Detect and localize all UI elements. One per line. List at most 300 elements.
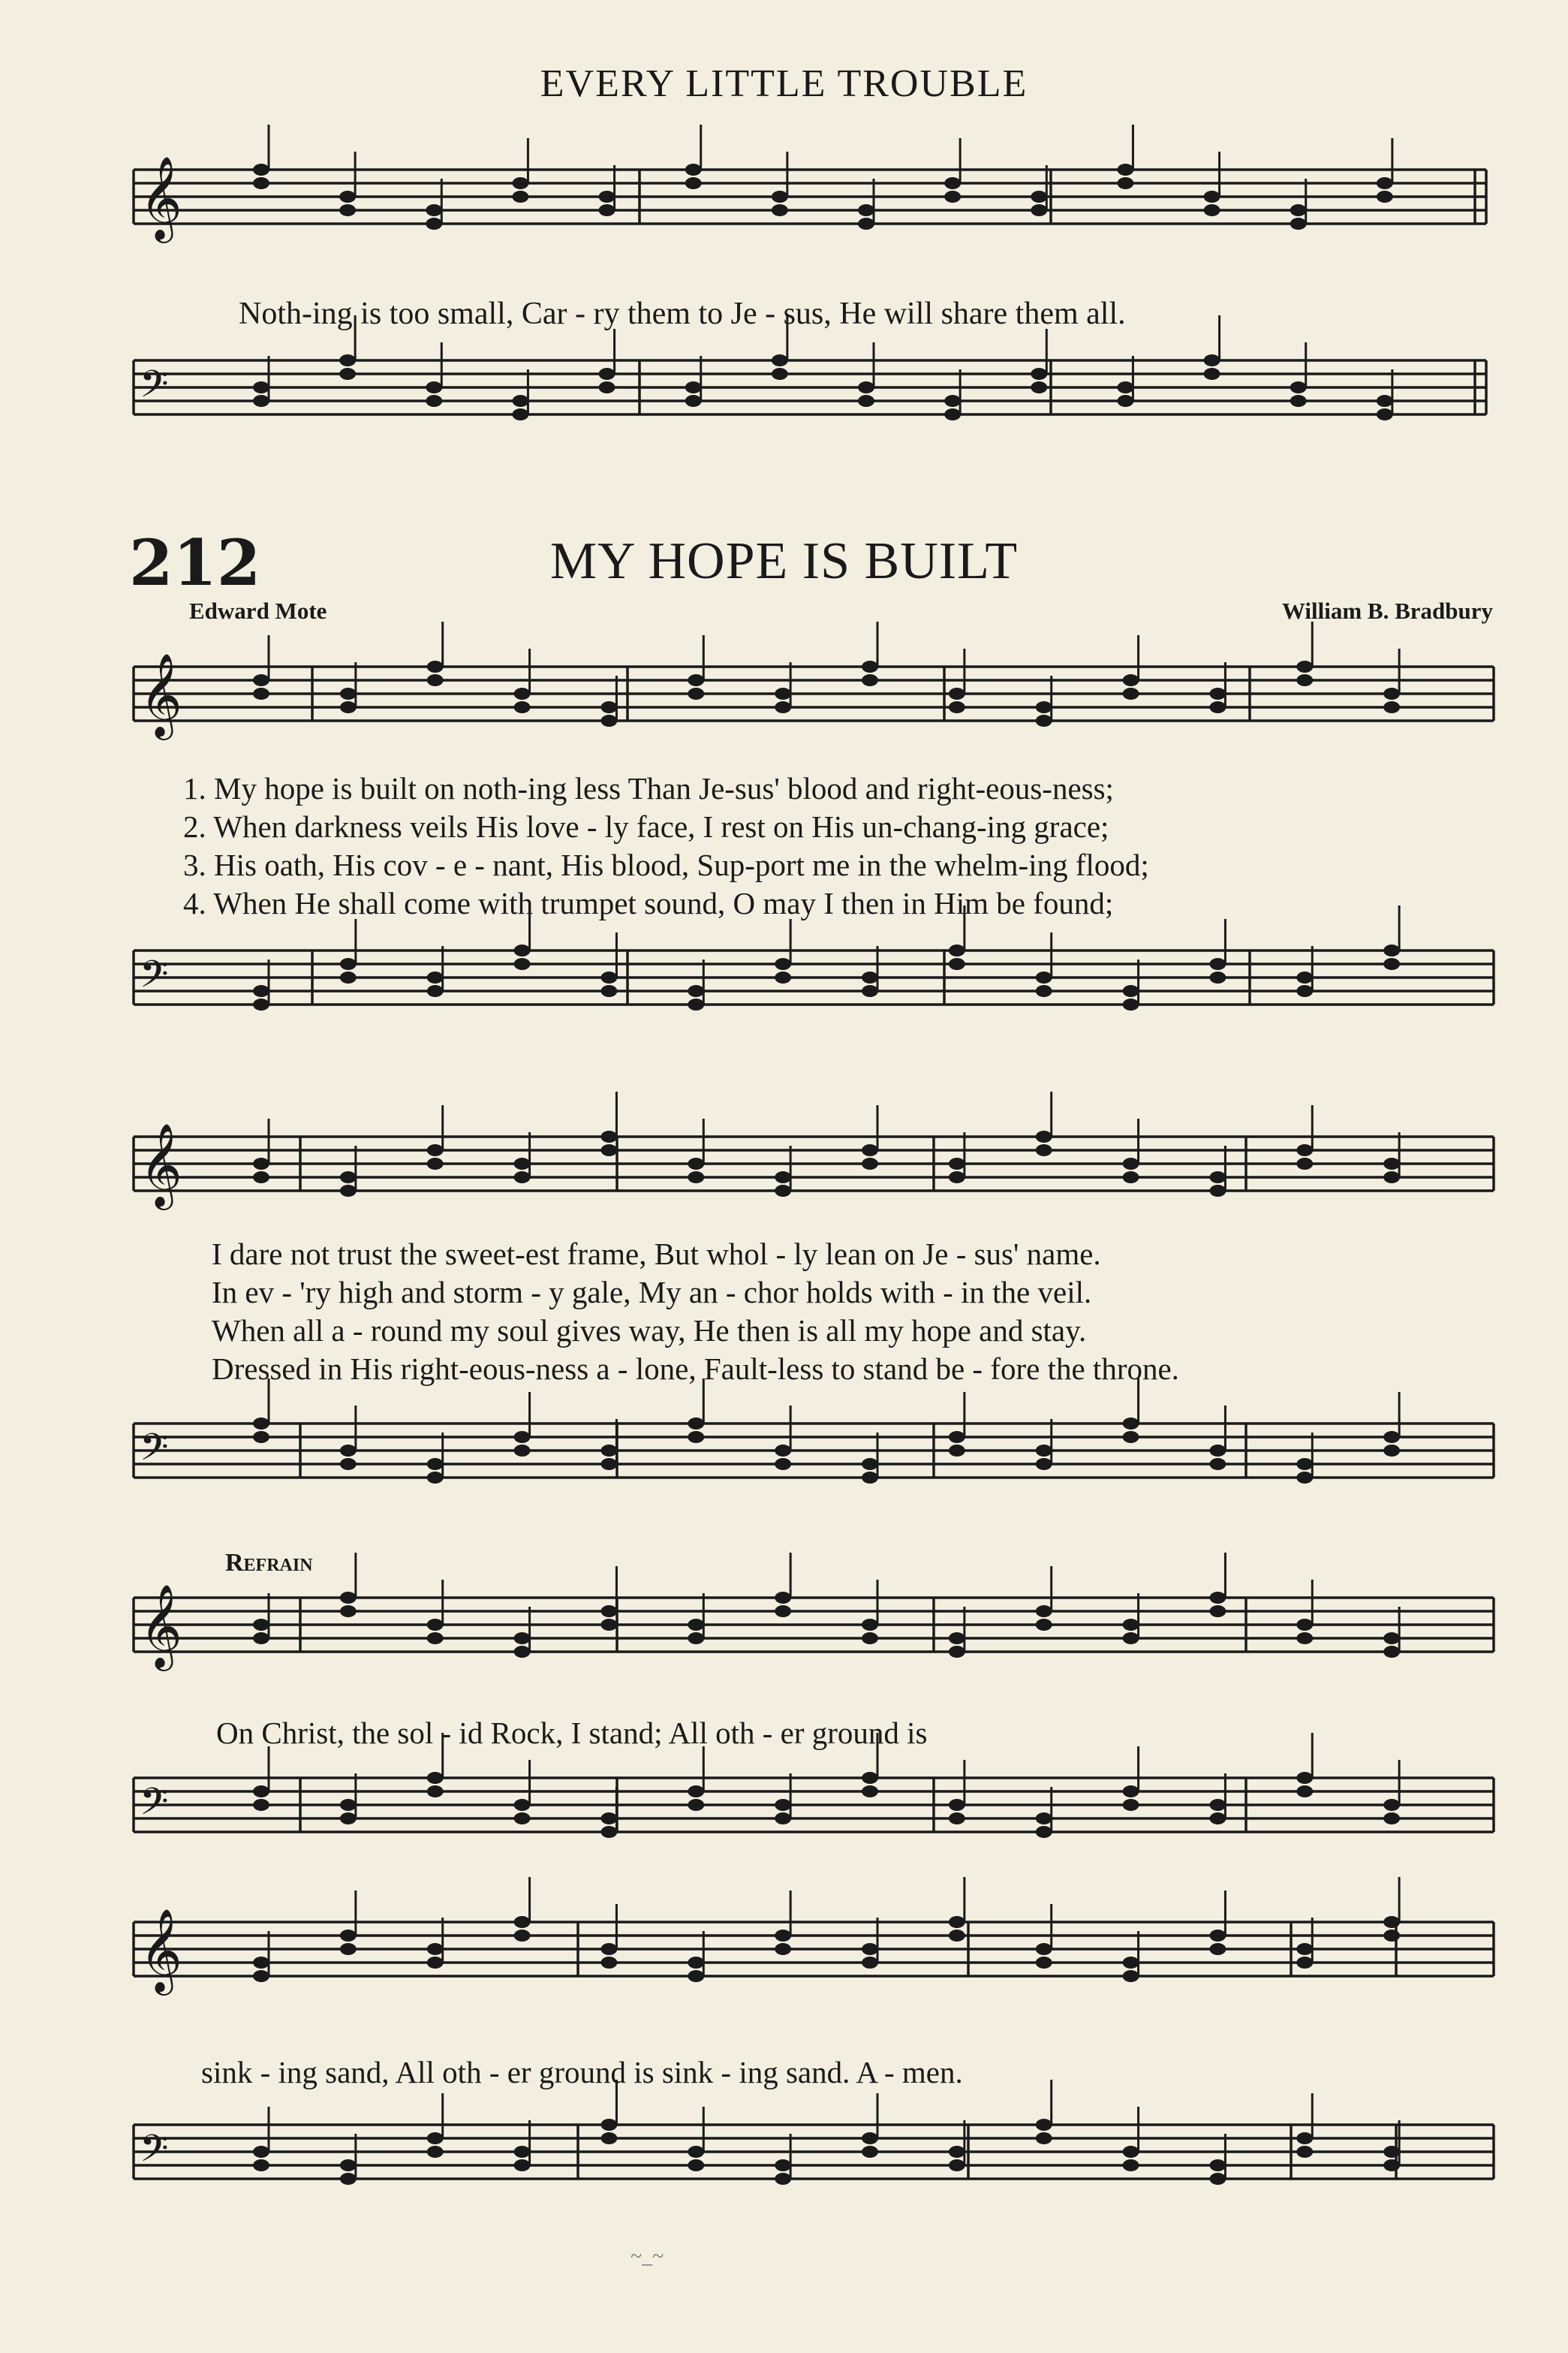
notehead xyxy=(514,1632,531,1644)
notehead xyxy=(1204,191,1220,203)
notehead xyxy=(253,177,269,189)
notehead xyxy=(1036,1458,1052,1470)
notehead xyxy=(949,1812,965,1824)
notehead xyxy=(775,1943,791,1955)
notehead xyxy=(772,191,788,203)
notehead xyxy=(1123,999,1139,1011)
notehead xyxy=(862,985,878,997)
notehead xyxy=(600,1957,617,1969)
page-footer-mark: ~_~ xyxy=(631,2245,664,2268)
verse-line-5: I dare not trust the sweet-est frame, But whol - ly lean on Je - sus' name. xyxy=(212,1237,1101,1271)
music-credit: William B. Bradbury xyxy=(1281,598,1493,624)
notehead xyxy=(426,204,442,216)
notehead xyxy=(775,1812,791,1824)
notehead xyxy=(1031,381,1047,393)
notehead xyxy=(862,1458,878,1470)
notehead xyxy=(340,1799,357,1811)
notehead xyxy=(514,958,531,970)
notehead xyxy=(1031,204,1047,216)
notehead xyxy=(688,2146,704,2158)
notehead xyxy=(1204,368,1220,380)
notehead xyxy=(514,1445,531,1457)
bass-clef-icon: 𝄢 xyxy=(140,2127,169,2180)
notehead xyxy=(772,354,788,366)
notehead xyxy=(1123,985,1139,997)
notehead xyxy=(775,972,791,984)
notehead xyxy=(512,191,528,203)
notehead xyxy=(1031,191,1047,203)
notehead xyxy=(253,1431,269,1443)
notehead xyxy=(1383,1916,1400,1928)
notehead xyxy=(949,1646,965,1658)
notehead xyxy=(1209,1592,1226,1604)
notehead xyxy=(600,985,617,997)
notehead xyxy=(1209,701,1226,713)
notehead xyxy=(427,1144,444,1156)
notehead xyxy=(514,1812,531,1824)
notehead xyxy=(1383,1646,1400,1658)
notehead xyxy=(1209,958,1226,970)
notehead xyxy=(1296,1144,1313,1156)
treble-clef-icon: 𝄞 xyxy=(140,652,182,737)
notehead xyxy=(339,204,356,216)
notehead xyxy=(1117,395,1133,407)
notehead xyxy=(514,2159,531,2171)
notehead xyxy=(340,1812,357,1824)
notehead xyxy=(1383,1431,1400,1443)
notehead xyxy=(514,1799,531,1811)
notehead xyxy=(253,1799,269,1811)
notehead xyxy=(862,2132,878,2144)
notehead xyxy=(427,1957,444,1969)
notehead xyxy=(772,204,788,216)
notehead xyxy=(858,381,874,393)
notehead xyxy=(688,1418,704,1430)
notehead xyxy=(1204,354,1220,366)
notehead xyxy=(600,1619,617,1631)
notehead xyxy=(1031,368,1047,380)
notehead xyxy=(600,701,617,713)
notehead xyxy=(340,958,357,970)
notehead xyxy=(688,1632,704,1644)
notehead xyxy=(685,164,702,176)
notehead xyxy=(340,1458,357,1470)
notehead xyxy=(1036,985,1052,997)
notehead xyxy=(1123,2159,1139,2171)
notehead xyxy=(600,972,617,984)
notehead xyxy=(1209,1171,1226,1183)
notehead xyxy=(514,1916,531,1928)
notehead xyxy=(1036,1957,1052,1969)
notehead xyxy=(514,1158,531,1170)
notehead xyxy=(340,1930,357,1942)
notehead xyxy=(688,674,704,686)
notehead xyxy=(427,2146,444,2158)
notehead xyxy=(949,1930,965,1942)
notehead xyxy=(1123,1632,1139,1644)
notehead xyxy=(1123,674,1139,686)
notehead xyxy=(1290,395,1307,407)
notehead xyxy=(1036,1619,1052,1631)
notehead xyxy=(1290,204,1307,216)
notehead xyxy=(862,674,878,686)
notehead xyxy=(949,1445,965,1457)
notehead xyxy=(688,1158,704,1170)
notehead xyxy=(1117,381,1133,393)
notehead xyxy=(1383,688,1400,700)
words-credit: Edward Mote xyxy=(189,598,327,624)
notehead xyxy=(688,1619,704,1631)
previous-hymn-lyric: Noth-ing is too small, Car - ry them to Je - sus, He will share them all. xyxy=(239,297,1126,331)
notehead xyxy=(1296,1785,1313,1797)
notehead xyxy=(949,1158,965,1170)
notehead xyxy=(775,1605,791,1617)
notehead xyxy=(1383,1171,1400,1183)
notehead xyxy=(512,395,528,407)
notehead xyxy=(253,1632,269,1644)
notehead xyxy=(600,1144,617,1156)
notehead xyxy=(775,1185,791,1197)
notehead xyxy=(514,1431,531,1443)
notehead xyxy=(775,1171,791,1183)
notehead xyxy=(862,1785,878,1797)
notehead xyxy=(599,204,615,216)
verse-line-7: When all a - round my soul gives way, He then is all my hope and stay. xyxy=(212,1313,1087,1348)
notehead xyxy=(949,2159,965,2171)
notehead xyxy=(512,408,528,420)
notehead xyxy=(1123,1619,1139,1631)
notehead xyxy=(514,945,531,957)
notehead xyxy=(949,701,965,713)
notehead xyxy=(949,1632,965,1644)
notehead xyxy=(339,191,356,203)
notehead xyxy=(514,2146,531,2158)
notehead xyxy=(253,674,269,686)
treble-clef-icon: 𝄞 xyxy=(140,155,182,240)
notehead xyxy=(949,688,965,700)
notehead xyxy=(1117,177,1133,189)
notehead xyxy=(599,191,615,203)
notehead xyxy=(427,2132,444,2144)
notehead xyxy=(600,1458,617,1470)
notehead xyxy=(862,1772,878,1784)
notehead xyxy=(862,1619,878,1631)
notehead xyxy=(427,985,444,997)
notehead xyxy=(949,1799,965,1811)
bass-clef-icon: 𝄢 xyxy=(140,363,169,415)
notehead xyxy=(514,701,531,713)
notehead xyxy=(1209,2173,1226,2185)
notehead xyxy=(949,945,965,957)
notehead xyxy=(512,177,528,189)
notehead xyxy=(1296,661,1313,673)
notehead xyxy=(599,368,615,380)
notehead xyxy=(688,999,704,1011)
notehead xyxy=(862,1144,878,1156)
treble-clef-icon: 𝄞 xyxy=(140,1908,182,1992)
notehead xyxy=(858,218,874,230)
notehead xyxy=(944,408,961,420)
notehead xyxy=(1296,1632,1313,1644)
notehead xyxy=(1383,701,1400,713)
notehead xyxy=(1123,1799,1139,1811)
notehead xyxy=(688,1970,704,1982)
notehead xyxy=(427,661,444,673)
verse-line-3: 3. His oath, His cov - e - nant, His blood, Sup-port me in the whelm-ing flood; xyxy=(183,848,1149,882)
notehead xyxy=(862,1158,878,1170)
refrain-line-1: On Christ, the sol - id Rock, I stand; All oth - er ground is xyxy=(216,1716,928,1750)
notehead xyxy=(1209,1943,1226,1955)
notehead xyxy=(775,688,791,700)
notehead xyxy=(1209,1799,1226,1811)
notehead xyxy=(1377,395,1393,407)
notehead xyxy=(1123,1171,1139,1183)
notehead xyxy=(688,1799,704,1811)
notehead xyxy=(253,2146,269,2158)
notehead xyxy=(1296,985,1313,997)
notehead xyxy=(1377,191,1393,203)
notehead xyxy=(1036,1445,1052,1457)
notehead xyxy=(1036,1943,1052,1955)
notehead xyxy=(858,204,874,216)
refrain-label: Refrain xyxy=(225,1549,313,1577)
notehead xyxy=(1290,218,1307,230)
notehead xyxy=(340,1171,357,1183)
notehead xyxy=(688,688,704,700)
notehead xyxy=(340,688,357,700)
notehead xyxy=(427,1632,444,1644)
notehead xyxy=(340,1445,357,1457)
notehead xyxy=(1209,1445,1226,1457)
notehead xyxy=(1383,1812,1400,1824)
notehead xyxy=(340,972,357,984)
notehead xyxy=(600,2132,617,2144)
notehead xyxy=(775,2159,791,2171)
notehead xyxy=(339,354,356,366)
notehead xyxy=(1296,1772,1313,1784)
notehead xyxy=(1036,1131,1052,1143)
notehead xyxy=(949,958,965,970)
notehead xyxy=(862,1472,878,1484)
refrain-line-2: sink - ing sand, All oth - er ground is sink - ing sand. A - men. xyxy=(201,2055,963,2089)
notehead xyxy=(253,688,269,700)
notehead xyxy=(253,1418,269,1430)
notehead xyxy=(862,1632,878,1644)
verse-line-4: 4. When He shall come with trumpet sound, O may I then in Him be found; xyxy=(183,886,1114,920)
notehead xyxy=(775,958,791,970)
notehead xyxy=(600,1826,617,1838)
notehead xyxy=(862,1957,878,1969)
notehead xyxy=(1296,674,1313,686)
notehead xyxy=(427,1772,444,1784)
notehead xyxy=(1377,177,1393,189)
notehead xyxy=(1383,945,1400,957)
notehead xyxy=(944,395,961,407)
notehead xyxy=(775,2173,791,2185)
clefs xyxy=(140,155,182,2180)
notehead xyxy=(426,395,442,407)
notehead xyxy=(949,1916,965,1928)
notehead xyxy=(858,395,874,407)
notehead xyxy=(339,368,356,380)
notehead xyxy=(1383,1632,1400,1644)
notehead xyxy=(688,985,704,997)
notehead xyxy=(253,1171,269,1183)
notehead xyxy=(427,972,444,984)
notehead xyxy=(253,985,269,997)
treble-clef-icon: 𝄞 xyxy=(140,1583,182,1668)
bass-clef-icon: 𝄢 xyxy=(140,953,169,1005)
notehead xyxy=(600,1943,617,1955)
notehead xyxy=(1036,972,1052,984)
notehead xyxy=(1296,1943,1313,1955)
notehead xyxy=(862,1943,878,1955)
notehead xyxy=(253,1158,269,1170)
notehead xyxy=(600,1812,617,1824)
noteheads xyxy=(253,125,1400,2185)
notehead xyxy=(427,1785,444,1797)
notehead xyxy=(1209,2159,1226,2171)
notehead xyxy=(426,381,442,393)
bass-clef-icon: 𝄢 xyxy=(140,1426,169,1478)
notehead xyxy=(1383,2146,1400,2158)
notehead xyxy=(514,1171,531,1183)
notehead xyxy=(1036,1144,1052,1156)
notehead xyxy=(340,701,357,713)
notehead xyxy=(1123,1418,1139,1430)
notehead xyxy=(1383,1158,1400,1170)
notehead xyxy=(1296,1158,1313,1170)
notehead xyxy=(1204,204,1220,216)
notehead xyxy=(949,1171,965,1183)
hymn-number: 212 xyxy=(129,526,261,600)
notehead xyxy=(862,972,878,984)
notehead xyxy=(340,1185,357,1197)
notehead xyxy=(688,1171,704,1183)
notehead xyxy=(772,368,788,380)
notehead xyxy=(253,1785,269,1797)
notehead xyxy=(1123,2146,1139,2158)
notehead xyxy=(949,1431,965,1443)
notehead xyxy=(1296,1957,1313,1969)
notehead xyxy=(427,1458,444,1470)
notehead xyxy=(253,381,269,393)
notehead xyxy=(775,701,791,713)
treble-clef-icon: 𝄞 xyxy=(140,1122,182,1207)
notehead xyxy=(340,2159,357,2171)
hymn-title: MY HOPE IS BUILT xyxy=(549,532,1019,590)
notehead xyxy=(775,1930,791,1942)
notehead xyxy=(1209,972,1226,984)
notehead xyxy=(253,164,269,176)
notehead xyxy=(944,177,961,189)
notehead xyxy=(514,1646,531,1658)
notehead xyxy=(1377,408,1393,420)
notehead xyxy=(340,2173,357,2185)
notehead xyxy=(1296,1458,1313,1470)
notehead xyxy=(1296,2146,1313,2158)
notehead xyxy=(1383,1930,1400,1942)
notehead xyxy=(340,1592,357,1604)
notehead xyxy=(1036,2119,1052,2131)
notehead xyxy=(1290,381,1307,393)
notehead xyxy=(1036,1605,1052,1617)
verse-line-6: In ev - 'ry high and storm - y gale, My an - chor holds with - in the veil. xyxy=(212,1275,1092,1309)
notehead xyxy=(253,1970,269,1982)
notehead xyxy=(1383,958,1400,970)
notehead xyxy=(253,1619,269,1631)
notehead xyxy=(1296,1472,1313,1484)
notehead xyxy=(775,1445,791,1457)
notehead xyxy=(1209,1185,1226,1197)
notehead xyxy=(340,1943,357,1955)
notehead xyxy=(1383,2159,1400,2171)
notehead xyxy=(1123,1957,1139,1969)
notehead xyxy=(253,2159,269,2171)
notehead xyxy=(685,395,702,407)
notehead xyxy=(599,381,615,393)
notehead xyxy=(1123,1970,1139,1982)
notehead xyxy=(514,688,531,700)
notehead xyxy=(514,1930,531,1942)
notehead xyxy=(862,2146,878,2158)
notehead xyxy=(1117,164,1133,176)
notehead xyxy=(600,715,617,727)
notehead xyxy=(1383,1799,1400,1811)
notehead xyxy=(253,999,269,1011)
notehead xyxy=(1383,1445,1400,1457)
notehead xyxy=(1209,1930,1226,1942)
notehead xyxy=(944,191,961,203)
verse-line-2: 2. When darkness veils His love - ly face, I rest on His un-chang-ing grace; xyxy=(183,809,1109,844)
notehead xyxy=(1036,2132,1052,2144)
notehead xyxy=(688,1957,704,1969)
notehead xyxy=(1036,715,1052,727)
staff-lines xyxy=(134,170,1494,2179)
notehead xyxy=(1036,1812,1052,1824)
notehead xyxy=(427,1619,444,1631)
barlines xyxy=(134,170,1494,2179)
notehead xyxy=(1123,1785,1139,1797)
verse-line-1: 1. My hope is built on noth-ing less Than Je-sus' blood and right-eous-ness; xyxy=(183,771,1114,806)
notehead xyxy=(600,1445,617,1457)
notehead xyxy=(775,1592,791,1604)
notehead xyxy=(1209,1458,1226,1470)
notehead xyxy=(253,395,269,407)
notehead xyxy=(427,674,444,686)
notehead xyxy=(426,218,442,230)
notehead xyxy=(1209,688,1226,700)
notehead xyxy=(685,177,702,189)
notehead xyxy=(1209,1605,1226,1617)
verse-line-8: Dressed in His right-eous-ness a - lone, Fault-less to stand be - fore the throne. xyxy=(212,1351,1179,1386)
notehead xyxy=(600,1605,617,1617)
notehead xyxy=(340,1605,357,1617)
notehead xyxy=(1123,1431,1139,1443)
bass-clef-icon: 𝄢 xyxy=(140,1780,169,1833)
previous-hymn-title: EVERY LITTLE TROUBLE xyxy=(540,62,1028,105)
notehead xyxy=(862,661,878,673)
notehead xyxy=(427,1472,444,1484)
notehead xyxy=(1296,1619,1313,1631)
notehead xyxy=(775,1799,791,1811)
notehead xyxy=(685,381,702,393)
notehead xyxy=(1209,1812,1226,1824)
notehead xyxy=(1123,688,1139,700)
notehead xyxy=(600,2119,617,2131)
notehead xyxy=(1296,972,1313,984)
notehead xyxy=(949,2146,965,2158)
